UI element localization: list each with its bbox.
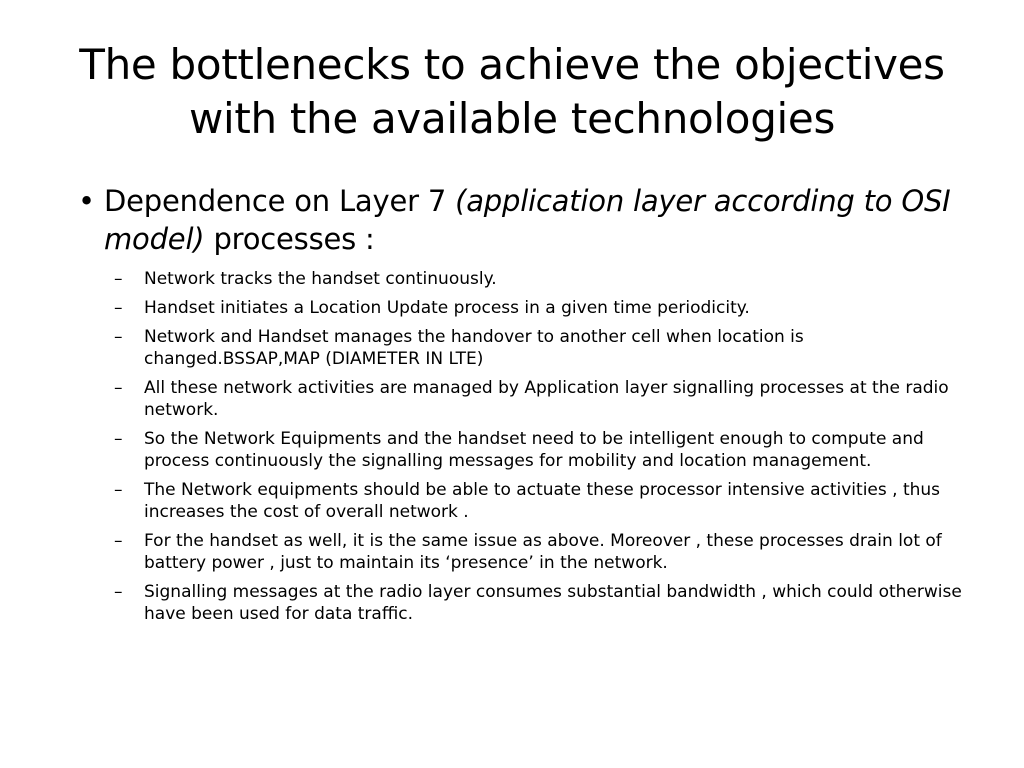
sub-bullet-text: The Network equipments should be able to actuate these processor intensive activities , thus increases the cost of overall network . [144, 480, 941, 522]
dash-marker: – [114, 298, 123, 318]
bullet-marker: • [78, 184, 95, 218]
dash-marker: – [114, 531, 123, 551]
sub-bullet-text: Handset initiates a Location Update process in a given time periodicity. [144, 298, 750, 318]
dash-marker: – [114, 269, 123, 289]
dash-marker: – [114, 327, 123, 347]
main-bullet-text: Dependence on Layer 7 [104, 184, 456, 218]
sub-bullet-text: All these network activities are managed by Application layer signalling processes at the radio network. [144, 378, 949, 420]
sub-bullet-item [84, 268, 964, 290]
sub-bullet-item [84, 479, 964, 523]
slide-title: The bottlenecks to achieve the objectives with the available technologies [79, 40, 945, 143]
sub-bullet-text: Signalling messages at the radio layer consumes substantial bandwidth , which could otherwise have been used for data traffic. [144, 582, 962, 624]
main-bullet-italic: (application layer according to OSI model) [104, 184, 951, 256]
sub-bullet-item [84, 530, 964, 574]
sub-bullet-item [84, 326, 964, 370]
dash-marker: – [114, 378, 123, 398]
sub-bullet-text: For the handset as well, it is the same issue as above. Moreover , these processes drain lot of battery power , just to maintain its ‘presence’ in the network. [144, 531, 942, 573]
sub-bullet-text: Network tracks the handset continuously. [144, 269, 497, 289]
sub-bullet-item [84, 428, 964, 472]
main-bullet-text-end: processes : [204, 222, 375, 256]
sub-bullet-list [84, 268, 964, 625]
dash-marker: – [114, 480, 123, 500]
sub-bullet-item [84, 581, 964, 625]
sub-bullet-text: Network and Handset manages the handover to another cell when location is changed.BSSAP,MAP (DIAMETER IN LTE) [144, 327, 804, 369]
sub-bullet-item [84, 377, 964, 421]
main-bullet [78, 182, 964, 258]
sub-bullet-text: So the Network Equipments and the handset need to be intelligent enough to compute and process continuously the signalling messages for mobility and location management. [144, 429, 924, 471]
dash-marker: – [114, 582, 123, 602]
sub-bullet-item [84, 297, 964, 319]
slide-content [78, 182, 964, 632]
dash-marker: – [114, 429, 123, 449]
